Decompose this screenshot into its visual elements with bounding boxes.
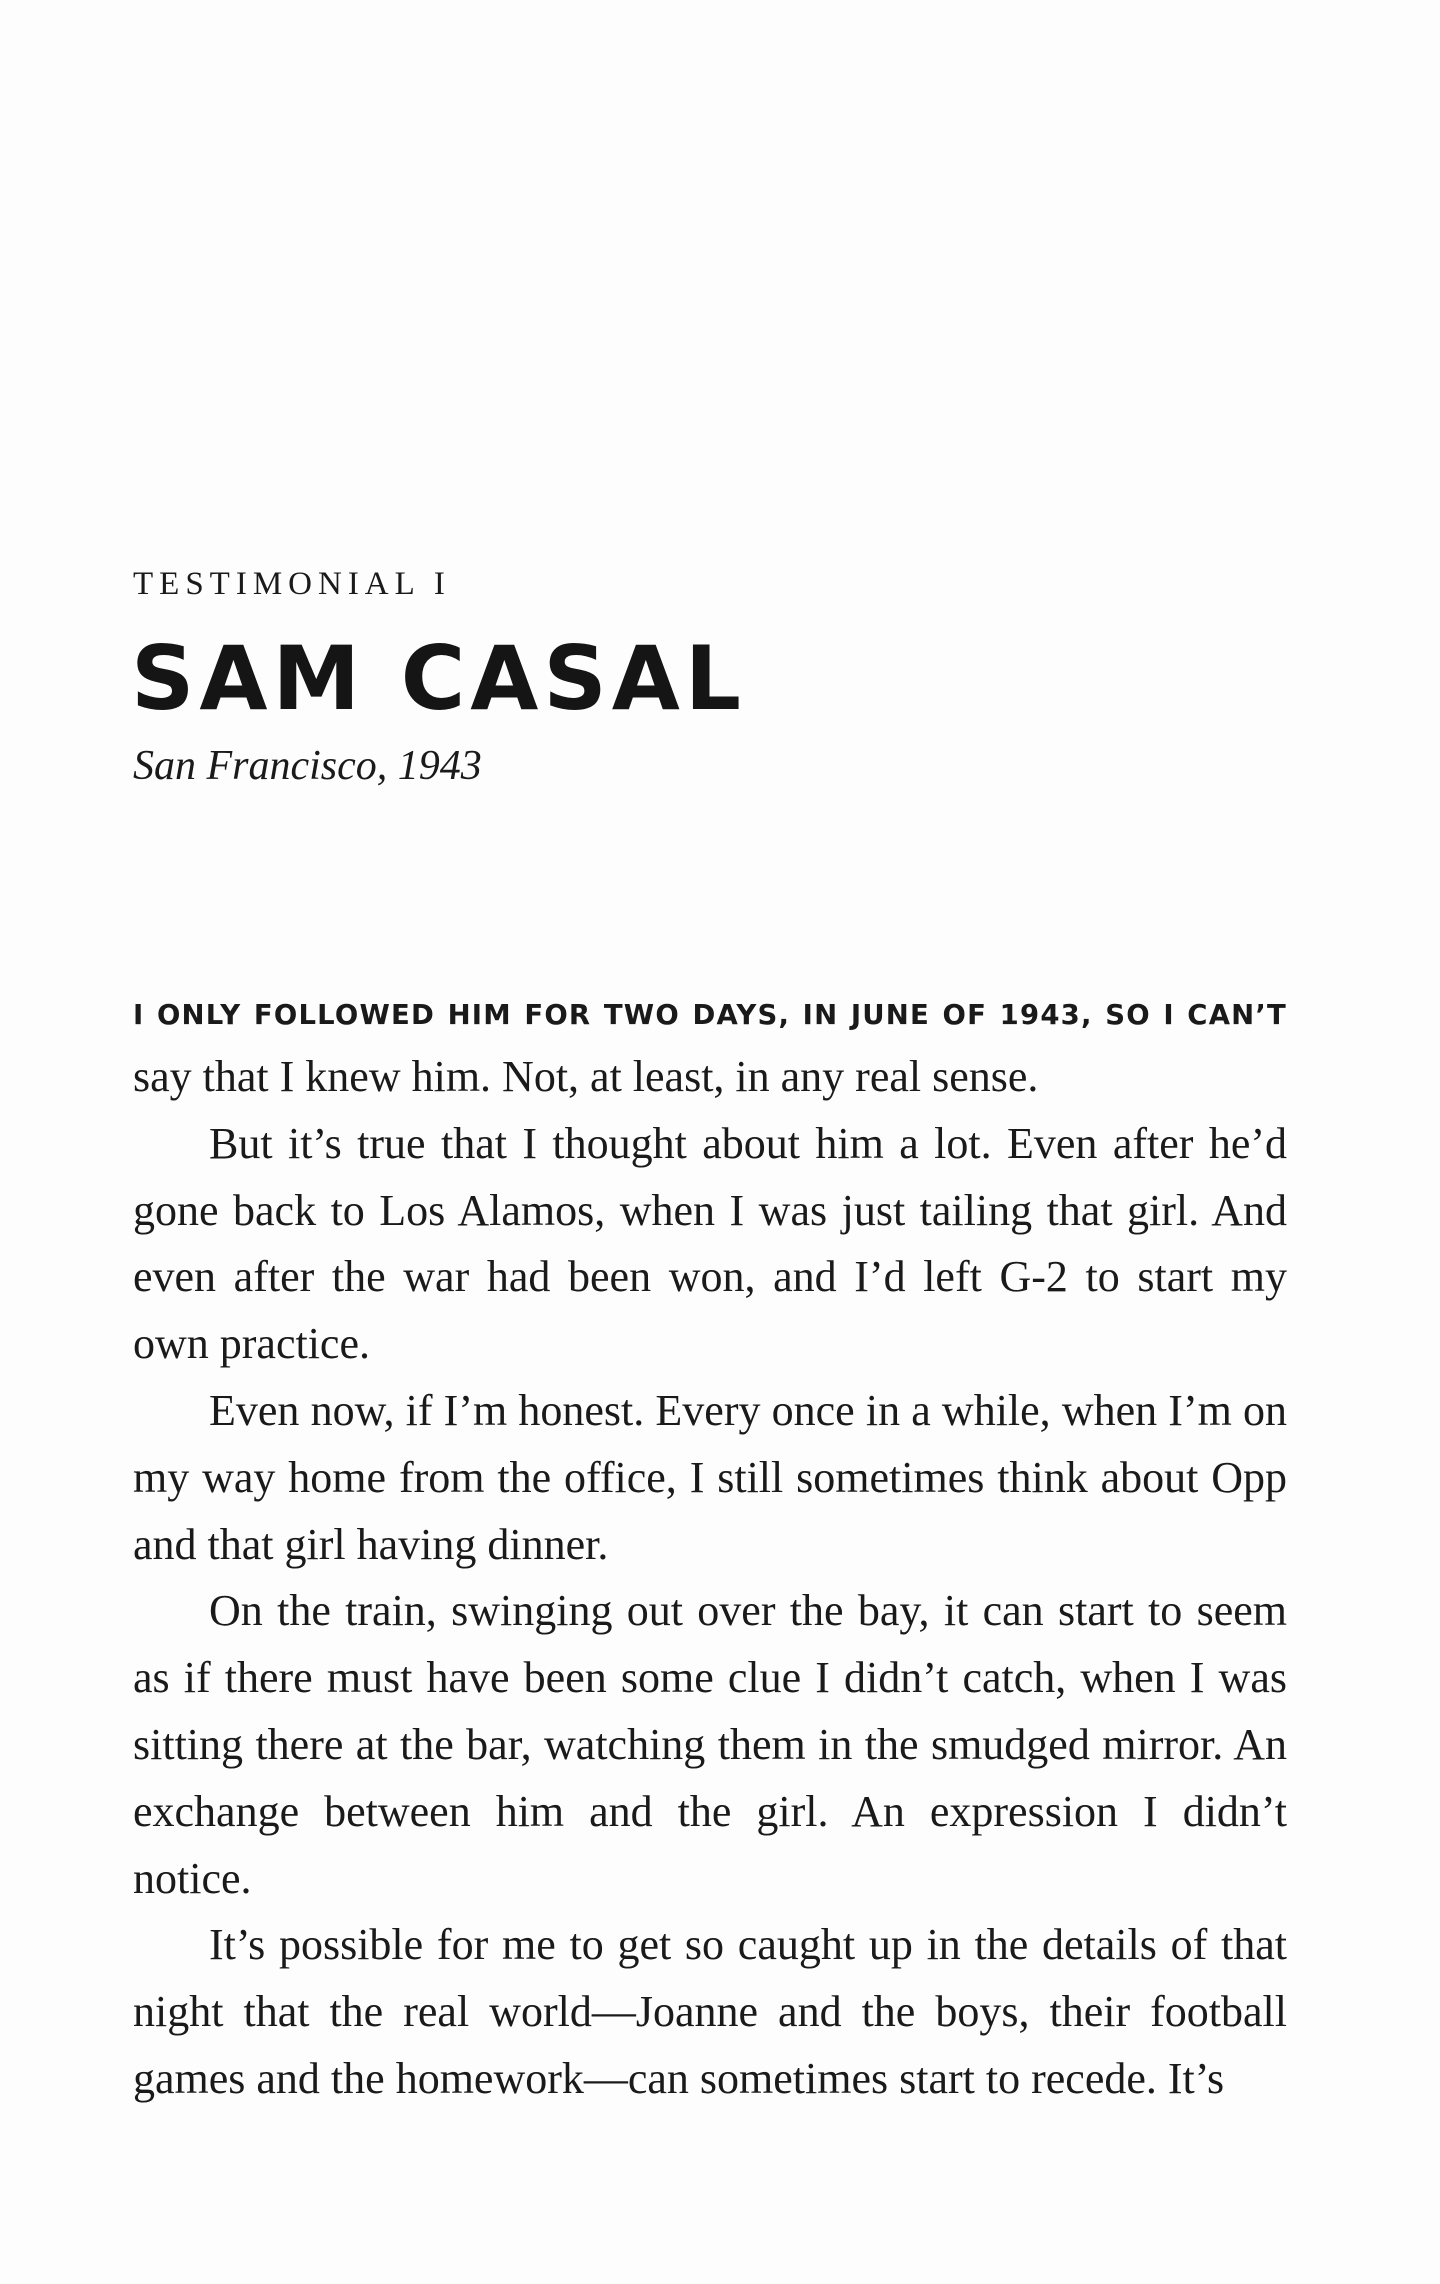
chapter-body bbox=[133, 986, 1287, 2113]
paragraph-4: On the train, swinging out over the bay, it can start to seem as if there must have been some clue I didn’t catch, when I was sitting there at the bar, watching them in the smudged mirror. An exchange between him and the girl. An expression I didn’t notice. bbox=[133, 1586, 1287, 1903]
paragraph-3: Even now, if I’m honest. Every once in a while, when I’m on my way home from the office, I still sometimes think about Opp and that girl having dinner. bbox=[133, 1385, 1287, 1569]
chapter-kicker: TESTIMONIAL I bbox=[133, 566, 451, 602]
chapter-title: SAM CASAL bbox=[131, 627, 746, 730]
chapter-place-date: San Francisco, 1943 bbox=[133, 743, 482, 789]
paragraph-2: But it’s true that I thought about him a lot. Even after he’d gone back to Los Alamos, when I was just tailing that girl. And even after the war had been won, and I’d left G-2 to start my own practice. bbox=[133, 1118, 1287, 1369]
paragraph-5: It’s possible for me to get so caught up in the details of that night that the real world—Joanne and the boys, their football games and the homework—can sometimes start to recede. It’s bbox=[133, 1920, 1287, 2103]
paragraph-1: say that I knew him. Not, at least, in any real sense. bbox=[133, 1052, 1039, 1101]
lead-in-caps: I ONLY FOLLOWED HIM FOR TWO DAYS, IN JUNE OF 1943, SO I CAN’T bbox=[133, 999, 1287, 1031]
